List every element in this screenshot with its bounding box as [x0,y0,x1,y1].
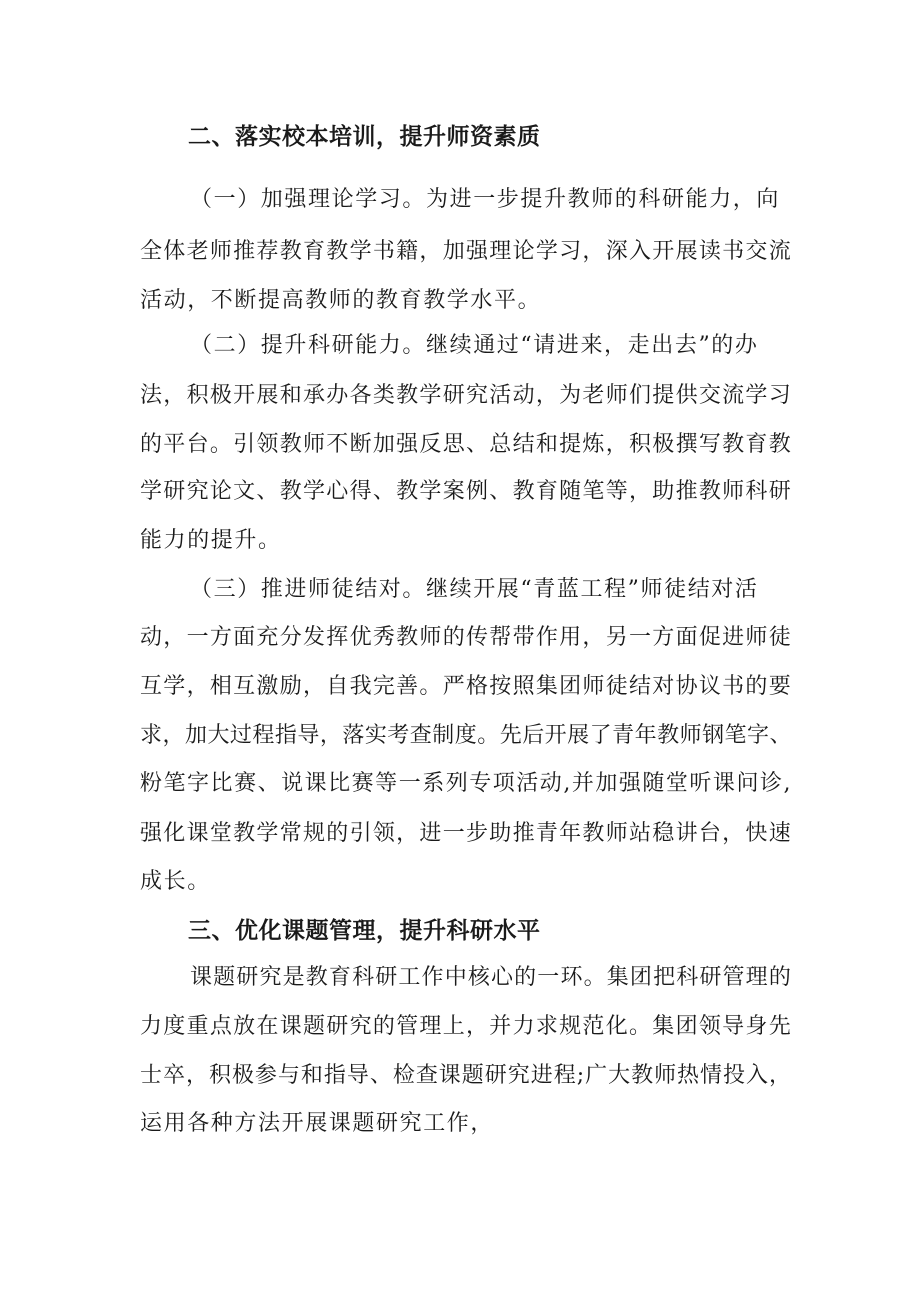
section-3-heading: 三、优化课题管理，提升科研水平 [188,918,541,944]
paragraph-line: 互学，相互激励，自我完善。严格按照集团师徒结对协议书的要 [140,674,792,699]
paragraph-line: 的平台。引领教师不断加强反思、总结和提炼，积极撰写教育教 [140,432,792,457]
paragraph-line: 力度重点放在课题研究的管理上，并力求规范化。集团领导身先 [140,1014,792,1039]
paragraph-line: （三）推进师徒结对。继续开展“青蓝工程”师徒结对活 [190,577,759,602]
paragraph-line: 动，一方面充分发挥优秀教师的传帮带作用，另一方面促进师徒 [140,625,792,650]
paragraph-line: 运用各种方法开展课题研究工作， [140,1111,495,1136]
paragraph-line: 求，加大过程指导，落实考查制度。先后开展了青年教师钢笔字、 [140,723,792,748]
paragraph-line: 士卒，积极参与和指导、检查课题研究进程;广大教师热情投入， [140,1063,792,1088]
paragraph-line: （一）加强理论学习。为进一步提升教师的科研能力，向 [190,187,781,212]
paragraph-line: 能力的提升。 [140,528,282,553]
paragraph-line: 学研究论文、教学心得、教学案例、教育随笔等，助推教师科研 [140,479,792,504]
paragraph-line: （二）提升科研能力。继续通过“请进来，走出去”的办 [190,333,759,358]
paragraph-line: 法，积极开展和承办各类教学研究活动，为老师们提供交流学习 [140,383,792,408]
paragraph-line: 活动，不断提高教师的教育教学水平。 [140,288,542,313]
section-2-heading: 二、落实校本培训，提升师资素质 [188,124,541,150]
paragraph-line: 课题研究是教育科研工作中核心的一环。集团把科研管理的 [190,965,792,990]
paragraph-line: 粉笔字比赛、说课比赛等一系列专项活动,并加强随堂听课问诊, [140,771,792,796]
paragraph-line: 强化课堂教学常规的引领，进一步助推青年教师站稳讲台，快速 [140,821,792,846]
paragraph-line: 成长。 [140,869,211,894]
paragraph-line: 全体老师推荐教育教学书籍，加强理论学习，深入开展读书交流 [140,239,792,264]
